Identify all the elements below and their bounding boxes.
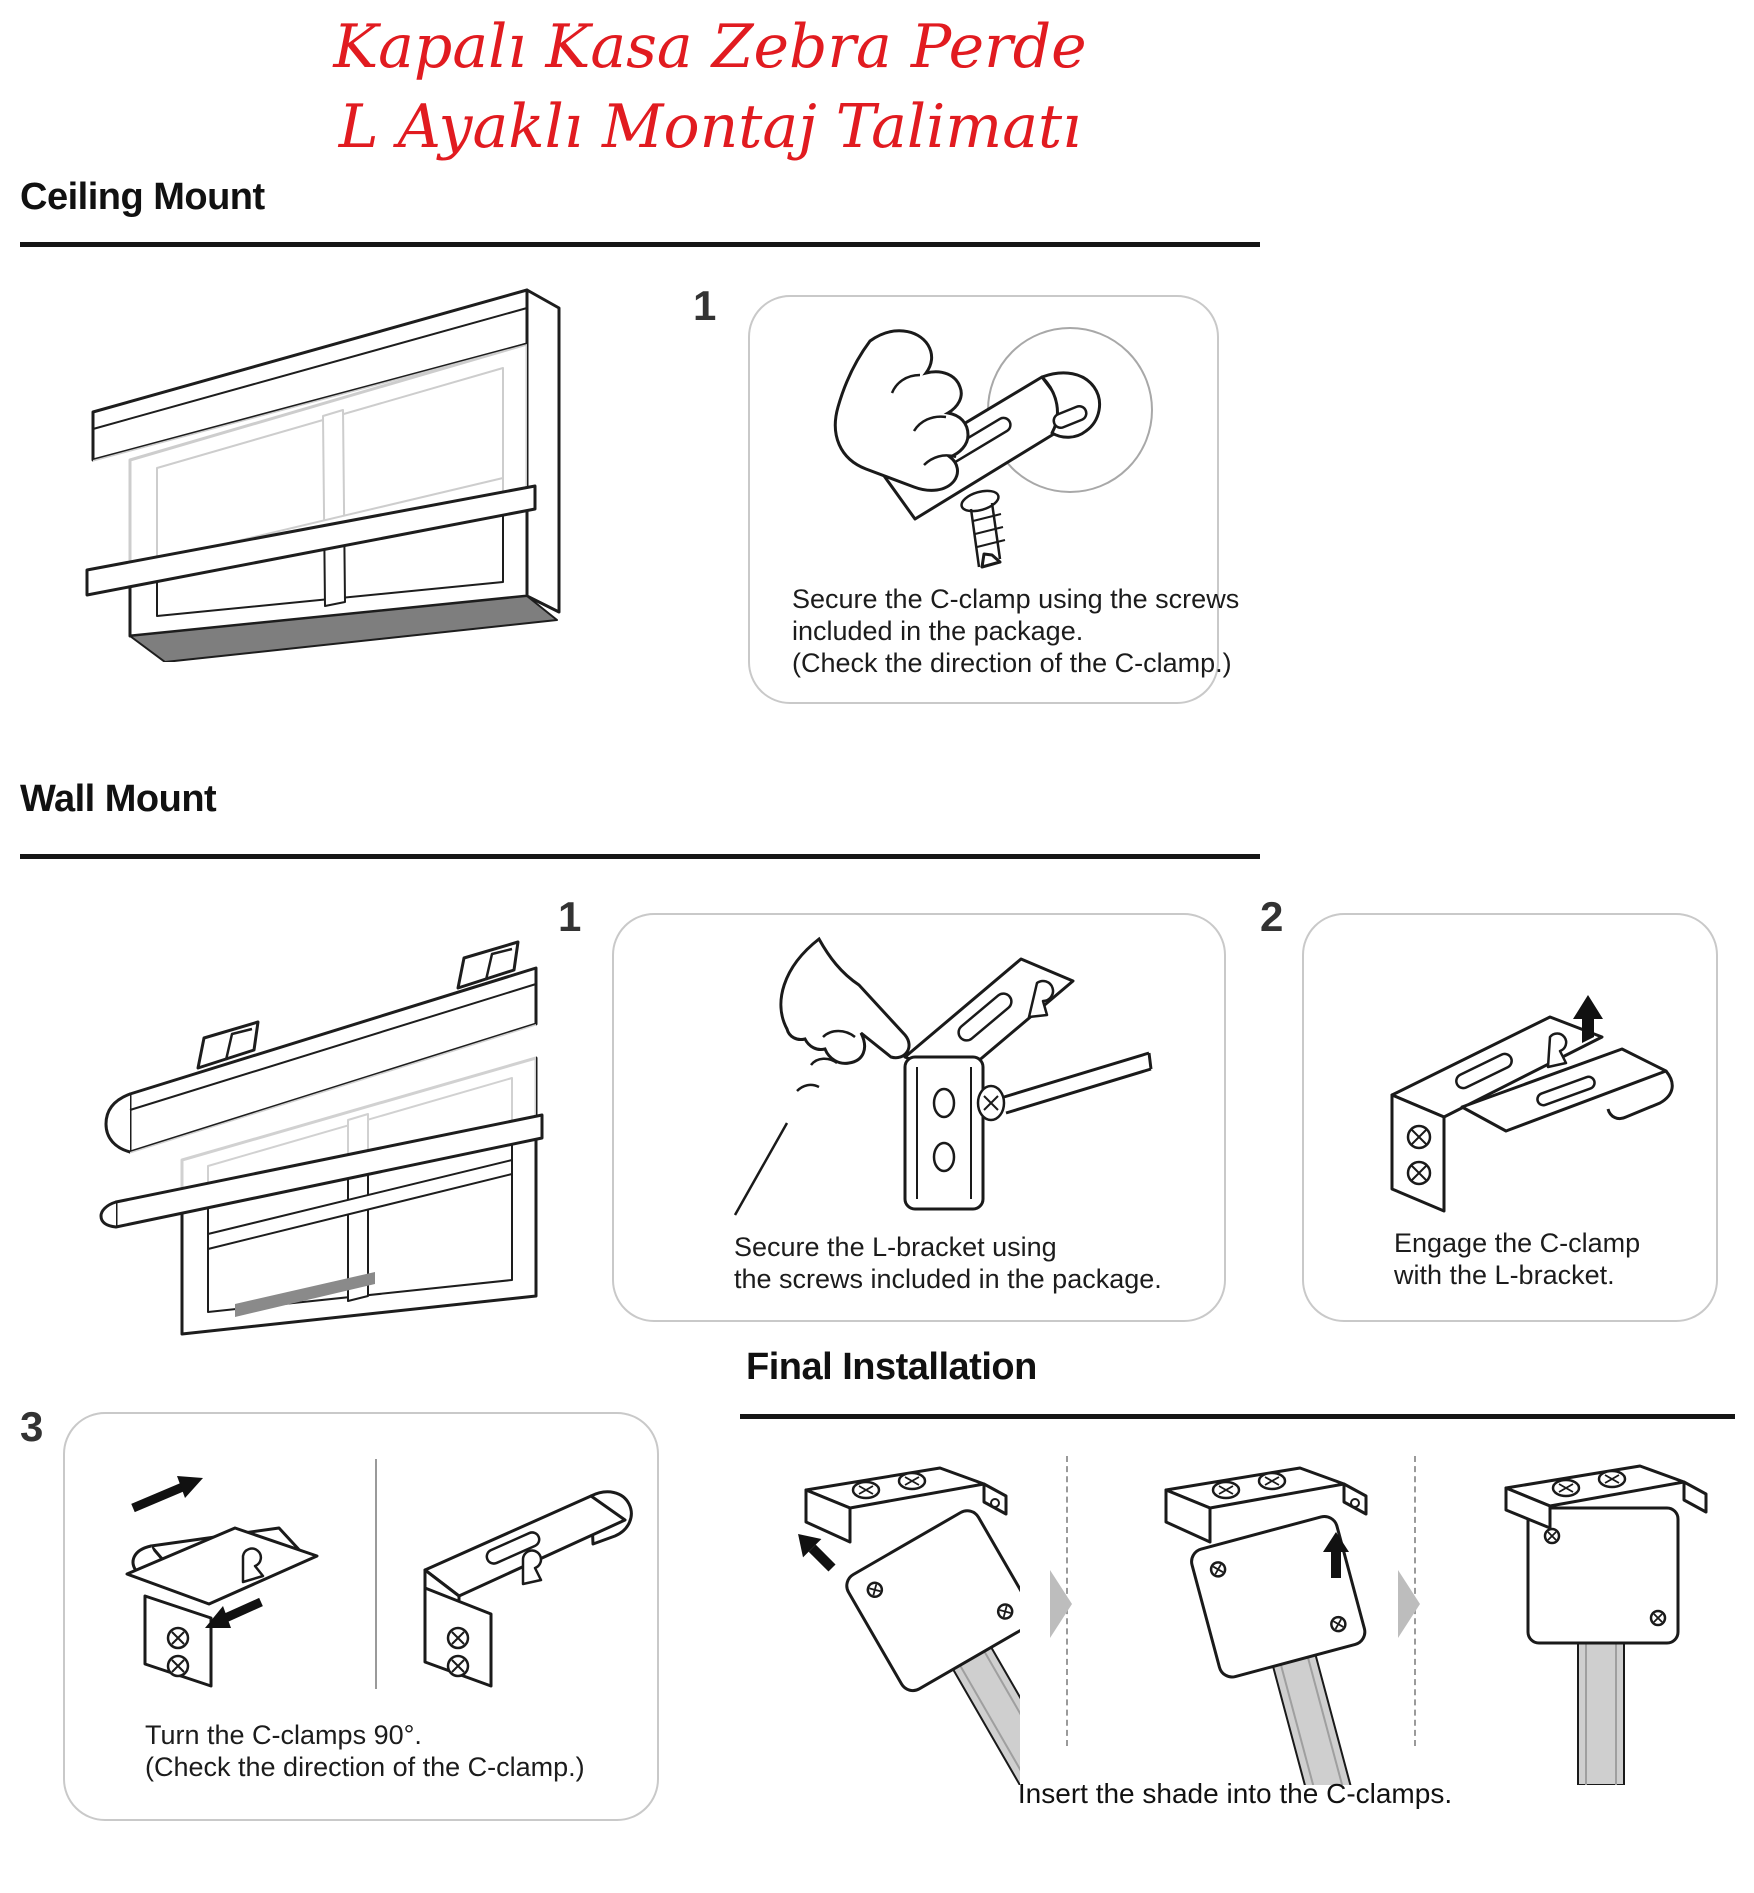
wall-mount-heading: Wall Mount xyxy=(20,778,217,820)
wall-recess xyxy=(527,290,559,612)
insert-shade-step1-illustration xyxy=(770,1450,1020,1785)
step-caption xyxy=(1394,1227,1640,1291)
shade-panel xyxy=(842,1506,1020,1785)
caption-line: Secure the C-clamp using the screws xyxy=(792,584,1240,614)
caption-line: included in the package. xyxy=(792,616,1084,646)
keyhole xyxy=(523,1551,541,1584)
keyhole xyxy=(1548,1033,1566,1067)
caption-line: Turn the C-clamps 90°. xyxy=(145,1720,422,1750)
cclamp-engage-lbracket-illustration xyxy=(1344,925,1674,1225)
shade-panel xyxy=(1189,1514,1380,1785)
step-caption xyxy=(734,1231,1162,1295)
lbracket-screw-hand-illustration xyxy=(669,927,1169,1227)
instruction-step-card xyxy=(1302,913,1718,1322)
caption-line: (Check the direction of the C-clamp.) xyxy=(145,1752,585,1782)
section-divider xyxy=(740,1414,1735,1419)
document-title-line2: L Ayaklı Montaj Talimatı xyxy=(338,92,1082,162)
step-number: 1 xyxy=(558,893,582,940)
next-step-chevron-icon xyxy=(1396,1568,1422,1640)
ceiling-mount-heading: Ceiling Mount xyxy=(20,176,265,218)
instruction-step-card xyxy=(612,913,1226,1322)
cclamp-screw-hand-illustration xyxy=(770,305,1190,575)
caption-line: with the L-bracket. xyxy=(1394,1260,1615,1290)
caption-line: Engage the C-clamp xyxy=(1394,1228,1641,1258)
caption-line: (Check the direction of the C-clamp.) xyxy=(792,648,1232,678)
step-caption xyxy=(145,1719,585,1783)
insert-shade-step2-illustration xyxy=(1130,1450,1380,1785)
step-number: 2 xyxy=(1260,893,1284,940)
caption-line: the screws included in the package. xyxy=(734,1264,1162,1294)
cclamp-rotated-result-illustration xyxy=(395,1452,635,1697)
document-title-line1: Kapalı Kasa Zebra Perde xyxy=(333,12,1087,82)
step-caption xyxy=(792,583,1239,679)
cclamp-rotate-illustration xyxy=(93,1454,353,1694)
fabric-strip xyxy=(952,1646,1020,1785)
section-divider xyxy=(20,854,1260,859)
hand xyxy=(735,939,909,1215)
fabric-strip xyxy=(1578,1640,1624,1785)
insert-shade-step3-illustration xyxy=(1470,1450,1720,1785)
hand xyxy=(835,331,968,491)
screw-and-driver xyxy=(978,1053,1151,1120)
step-number: 3 xyxy=(20,1403,44,1450)
caption-line: Secure the L-bracket using xyxy=(734,1232,1057,1262)
instruction-step-card xyxy=(63,1412,659,1821)
shade-panel xyxy=(1528,1508,1678,1785)
instruction-step-card xyxy=(748,295,1240,704)
step-number: 1 xyxy=(693,282,717,329)
panel-divider xyxy=(375,1459,377,1689)
next-step-chevron-icon xyxy=(1048,1568,1074,1640)
ceiling-mount-window-illustration xyxy=(35,262,565,662)
wall-mount-window-illustration xyxy=(30,872,570,1337)
section-divider xyxy=(20,242,1260,247)
final-caption: Insert the shade into the C-clamps. xyxy=(1017,1778,1453,1809)
screw xyxy=(959,487,1005,567)
l-bracket-leg xyxy=(1392,1095,1444,1211)
final-installation-heading: Final Installation xyxy=(746,1346,1037,1388)
